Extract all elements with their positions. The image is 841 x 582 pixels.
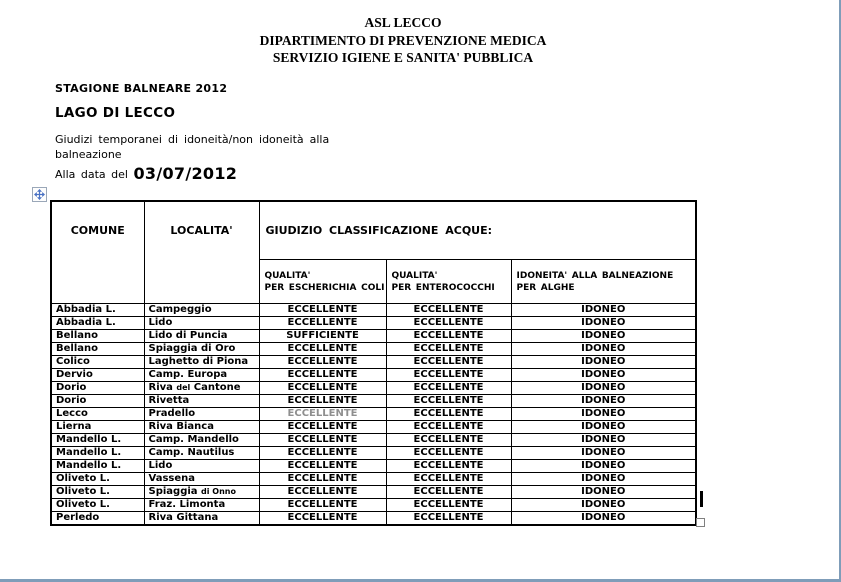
document-subtitle	[55, 133, 385, 162]
cell-qualita-ecoli: ECCELLENTE	[259, 421, 386, 434]
cell-idoneita-alghe: IDONEO	[511, 382, 696, 395]
date-line	[55, 164, 237, 183]
table-resize-handle[interactable]	[696, 518, 705, 527]
cell-qualita-enterococchi: ECCELLENTE	[386, 395, 511, 408]
cell-qualita-ecoli: ECCELLENTE	[259, 304, 386, 317]
cell-qualita-enterococchi: ECCELLENTE	[386, 330, 511, 343]
cell-localita: Camp. Mandello	[144, 434, 259, 447]
table-body	[51, 304, 696, 526]
date-label: Alla data del	[55, 168, 128, 181]
cell-idoneita-alghe: IDONEO	[511, 434, 696, 447]
cell-qualita-ecoli: ECCELLENTE	[259, 408, 386, 421]
cell-qualita-ecoli: ECCELLENTE	[259, 447, 386, 460]
cell-comune: Mandello L.	[51, 447, 144, 460]
cell-localita: Laghetto di Piona	[144, 356, 259, 369]
cell-idoneita-alghe: IDONEO	[511, 395, 696, 408]
col-header-alghe	[511, 260, 696, 304]
table-row	[51, 317, 696, 330]
cell-comune: Mandello L.	[51, 460, 144, 473]
cell-qualita-enterococchi: ECCELLENTE	[386, 369, 511, 382]
cell-idoneita-alghe: IDONEO	[511, 512, 696, 526]
table-row	[51, 356, 696, 369]
cell-localita: Pradello	[144, 408, 259, 421]
cell-qualita-enterococchi: ECCELLENTE	[386, 447, 511, 460]
col-header-giudizio: GIUDIZIO CLASSIFICAZIONE ACQUE:	[259, 201, 696, 260]
cell-localita: Camp. Europa	[144, 369, 259, 382]
cell-qualita-ecoli: ECCELLENTE	[259, 395, 386, 408]
cell-qualita-ecoli: ECCELLENTE	[259, 460, 386, 473]
cell-localita: Campeggio	[144, 304, 259, 317]
table-row	[51, 343, 696, 356]
col-header-localita: LOCALITA'	[144, 201, 259, 304]
org-name: ASL LECCO	[364, 15, 442, 30]
cell-qualita-enterococchi: ECCELLENTE	[386, 382, 511, 395]
subtitle-line-2: balneazione	[55, 147, 122, 161]
cell-qualita-enterococchi: ECCELLENTE	[386, 343, 511, 356]
cell-comune: Dorio	[51, 395, 144, 408]
cell-comune: Perledo	[51, 512, 144, 526]
cell-comune: Lierna	[51, 421, 144, 434]
cell-qualita-ecoli: ECCELLENTE	[259, 486, 386, 499]
cell-localita: Riva del Cantone	[144, 382, 259, 395]
move-arrows-icon	[34, 185, 45, 204]
cell-idoneita-alghe: IDONEO	[511, 408, 696, 421]
cell-qualita-enterococchi: ECCELLENTE	[386, 486, 511, 499]
season-title: STAGIONE BALNEARE 2012	[55, 82, 228, 95]
col-header-comune: COMUNE	[51, 201, 144, 304]
table-row	[51, 369, 696, 382]
table-row	[51, 473, 696, 486]
cell-qualita-ecoli: ECCELLENTE	[259, 343, 386, 356]
cell-qualita-enterococchi: ECCELLENTE	[386, 356, 511, 369]
lake-title: LAGO DI LECCO	[55, 105, 176, 121]
cell-comune: Dorio	[51, 382, 144, 395]
cell-comune: Bellano	[51, 343, 144, 356]
table-move-handle[interactable]	[32, 187, 47, 202]
cell-comune: Colico	[51, 356, 144, 369]
text-cursor-caret	[700, 491, 703, 507]
cell-comune: Bellano	[51, 330, 144, 343]
table-row	[51, 330, 696, 343]
cell-idoneita-alghe: IDONEO	[511, 330, 696, 343]
cell-qualita-ecoli: ECCELLENTE	[259, 512, 386, 526]
table-row	[51, 421, 696, 434]
cell-qualita-ecoli: ECCELLENTE	[259, 382, 386, 395]
cell-qualita-enterococchi: ECCELLENTE	[386, 473, 511, 486]
table-row	[51, 460, 696, 473]
cell-localita: Vassena	[144, 473, 259, 486]
cell-qualita-enterococchi: ECCELLENTE	[386, 434, 511, 447]
cell-idoneita-alghe: IDONEO	[511, 447, 696, 460]
cell-qualita-ecoli: ECCELLENTE	[259, 473, 386, 486]
judgments-table-wrapper	[50, 200, 697, 526]
cell-comune: Oliveto L.	[51, 499, 144, 512]
col-header-alghe-line1: IDONEITA' ALLA BALNEAZIONE	[516, 270, 674, 281]
cell-idoneita-alghe: IDONEO	[511, 486, 696, 499]
cell-qualita-enterococchi: ECCELLENTE	[386, 304, 511, 317]
col-header-alghe-line2: PER ALGHE	[516, 282, 575, 293]
cell-idoneita-alghe: IDONEO	[511, 369, 696, 382]
table-row	[51, 434, 696, 447]
cell-qualita-ecoli: ECCELLENTE	[259, 369, 386, 382]
cell-qualita-enterococchi: ECCELLENTE	[386, 408, 511, 421]
document-letterhead	[50, 14, 756, 67]
cell-localita: Lido	[144, 460, 259, 473]
cell-qualita-ecoli: ECCELLENTE	[259, 356, 386, 369]
cell-qualita-enterococchi: ECCELLENTE	[386, 421, 511, 434]
cell-idoneita-alghe: IDONEO	[511, 304, 696, 317]
cell-localita: Lido di Puncia	[144, 330, 259, 343]
cell-qualita-ecoli: ECCELLENTE	[259, 499, 386, 512]
cell-comune: Lecco	[51, 408, 144, 421]
cell-qualita-enterococchi: ECCELLENTE	[386, 460, 511, 473]
col-header-enterococchi	[386, 260, 511, 304]
col-header-enterococchi-line2: PER ENTEROCOCCHI	[391, 282, 495, 293]
cell-qualita-enterococchi: ECCELLENTE	[386, 512, 511, 526]
cell-localita: Riva Gittana	[144, 512, 259, 526]
table-row	[51, 512, 696, 526]
cell-comune: Oliveto L.	[51, 486, 144, 499]
cell-qualita-ecoli: ECCELLENTE	[259, 317, 386, 330]
cell-qualita-enterococchi: ECCELLENTE	[386, 317, 511, 330]
cell-localita: Spiaggia di Onno	[144, 486, 259, 499]
cell-localita: Spiaggia di Oro	[144, 343, 259, 356]
date-value: 03/07/2012	[133, 164, 238, 183]
department-line: DIPARTIMENTO DI PREVENZIONE MEDICA	[259, 32, 547, 48]
col-header-ecoli-line1: QUALITA'	[264, 270, 311, 281]
table-row	[51, 499, 696, 512]
service-line: SERVIZIO IGIENE E SANITA' PUBBLICA	[272, 50, 534, 65]
cell-comune: Abbadia L.	[51, 304, 144, 317]
cell-comune: Oliveto L.	[51, 473, 144, 486]
cell-qualita-ecoli: SUFFICIENTE	[259, 330, 386, 343]
cell-localita: Rivetta	[144, 395, 259, 408]
cell-idoneita-alghe: IDONEO	[511, 343, 696, 356]
subtitle-line-1: Giudizi temporanei di idoneità/non idoneità alla	[55, 133, 330, 146]
cell-idoneita-alghe: IDONEO	[511, 421, 696, 434]
table-row	[51, 395, 696, 408]
table-row	[51, 447, 696, 460]
cell-localita: Camp. Nautilus	[144, 447, 259, 460]
col-header-enterococchi-line1: QUALITA'	[391, 270, 438, 281]
cell-localita: Riva Bianca	[144, 421, 259, 434]
table-row	[51, 382, 696, 395]
col-header-ecoli-line2: PER ESCHERICHIA COLI	[264, 282, 385, 293]
cell-qualita-enterococchi: ECCELLENTE	[386, 499, 511, 512]
cell-idoneita-alghe: IDONEO	[511, 317, 696, 330]
cell-comune: Abbadia L.	[51, 317, 144, 330]
cell-idoneita-alghe: IDONEO	[511, 460, 696, 473]
cell-idoneita-alghe: IDONEO	[511, 499, 696, 512]
table-row	[51, 408, 696, 421]
cell-localita: Fraz. Limonta	[144, 499, 259, 512]
header-row-main	[51, 201, 696, 260]
table-row	[51, 486, 696, 499]
cell-idoneita-alghe: IDONEO	[511, 356, 696, 369]
cell-comune: Dervio	[51, 369, 144, 382]
cell-localita: Lido	[144, 317, 259, 330]
cell-qualita-ecoli: ECCELLENTE	[259, 434, 386, 447]
cell-comune: Mandello L.	[51, 434, 144, 447]
table-row	[51, 304, 696, 317]
col-header-ecoli	[259, 260, 386, 304]
judgments-table	[50, 200, 697, 526]
cell-idoneita-alghe: IDONEO	[511, 473, 696, 486]
